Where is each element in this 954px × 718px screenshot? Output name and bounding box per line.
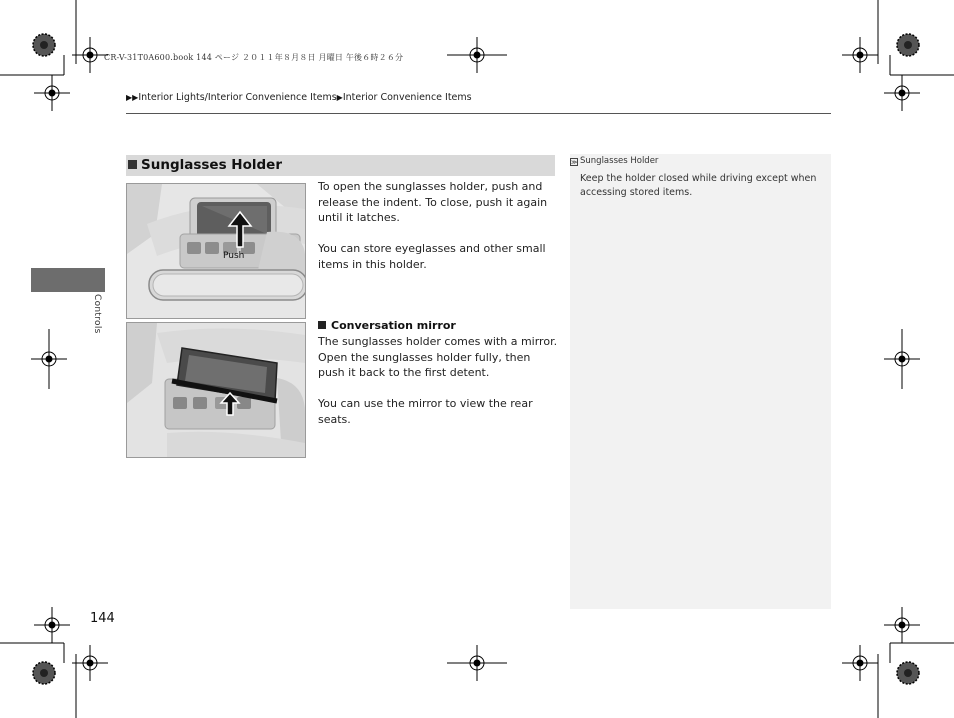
note-title-text: Sunglasses Holder	[580, 156, 659, 166]
breadcrumb-arrow-icon: ▶	[336, 93, 343, 102]
breadcrumb-arrow-icon: ▶▶	[126, 93, 139, 102]
reference-icon: ≫	[571, 159, 578, 166]
side-tab-label: Controls	[92, 294, 102, 334]
paragraph: To open the sunglasses holder, push and release the indent. To close, push it again until it latches.	[318, 180, 548, 225]
note-text: Keep the holder closed while driving except when accessing stored items.	[580, 173, 817, 198]
paragraph: The sunglasses holder comes with a mirror. Open the sunglasses holder fully, then push it back to the first detent.	[318, 335, 558, 380]
paragraph: You can store eyeglasses and other small items in this holder.	[318, 242, 546, 271]
breadcrumb-current[interactable]: Interior Convenience Items	[342, 92, 472, 103]
breadcrumb-parent[interactable]: Interior Lights/Interior Convenience Items	[138, 92, 337, 103]
subsection-title: Conversation mirror	[331, 319, 456, 332]
paragraph: You can use the mirror to view the rear seats.	[318, 397, 533, 426]
section-title: Sunglasses Holder	[141, 157, 282, 173]
file-header: CR-V-31T0A600.book 144 ページ ２０１１年８月８日 月曜日 午後６時２６分	[104, 53, 404, 62]
page-number: 144	[90, 611, 115, 626]
figure-label-push: Push	[223, 251, 245, 261]
